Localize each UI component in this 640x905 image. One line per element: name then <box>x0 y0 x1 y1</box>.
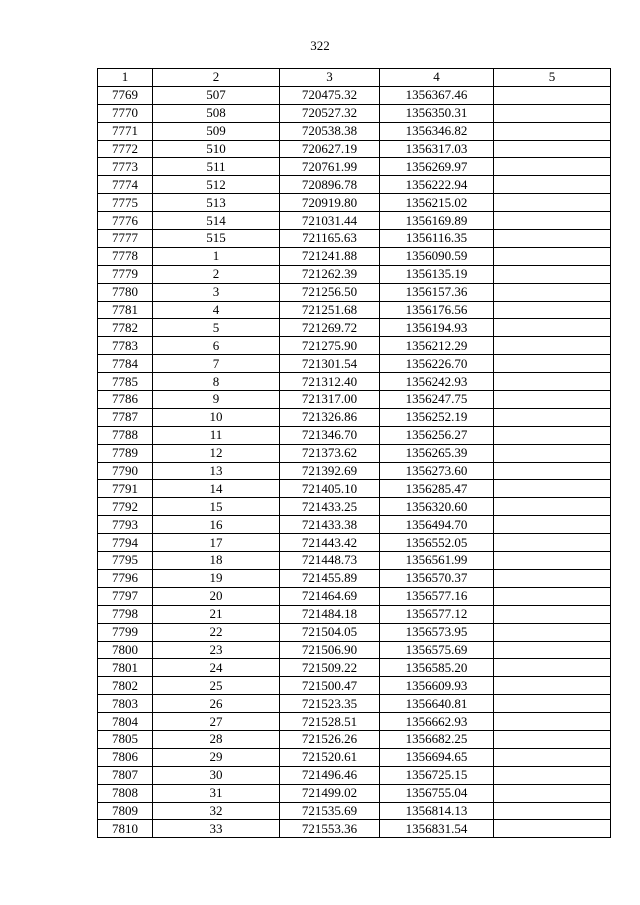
note-cell <box>494 641 611 659</box>
row-number-cell: 7775 <box>98 194 153 212</box>
table-row <box>98 569 611 587</box>
y-coordinate-cell: 1356269.97 <box>380 158 494 176</box>
x-coordinate-cell: 721535.69 <box>280 802 380 820</box>
x-coordinate-cell: 720896.78 <box>280 176 380 194</box>
x-coordinate-cell: 720538.38 <box>280 122 380 140</box>
x-coordinate-cell: 721251.68 <box>280 301 380 319</box>
row-number-cell: 7807 <box>98 766 153 784</box>
column-header-2: 2 <box>153 69 280 87</box>
point-number-cell: 9 <box>153 391 280 409</box>
x-coordinate-cell: 721484.18 <box>280 605 380 623</box>
row-number-cell: 7776 <box>98 212 153 230</box>
row-number-cell: 7783 <box>98 337 153 355</box>
note-cell <box>494 802 611 820</box>
table-row <box>98 820 611 838</box>
table-row <box>98 391 611 409</box>
note-cell <box>494 104 611 122</box>
point-number-cell: 19 <box>153 569 280 587</box>
row-number-cell: 7793 <box>98 516 153 534</box>
table-row <box>98 623 611 641</box>
row-number-cell: 7791 <box>98 480 153 498</box>
table-row <box>98 605 611 623</box>
note-cell <box>494 587 611 605</box>
x-coordinate-cell: 721433.25 <box>280 498 380 516</box>
y-coordinate-cell: 1356135.19 <box>380 265 494 283</box>
point-number-cell: 11 <box>153 426 280 444</box>
x-coordinate-cell: 721509.22 <box>280 659 380 677</box>
point-number-cell: 4 <box>153 301 280 319</box>
note-cell <box>494 391 611 409</box>
point-number-cell: 10 <box>153 408 280 426</box>
table-row <box>98 408 611 426</box>
row-number-cell: 7804 <box>98 713 153 731</box>
x-coordinate-cell: 721433.38 <box>280 516 380 534</box>
table-row <box>98 230 611 248</box>
table-row <box>98 212 611 230</box>
table-row <box>98 86 611 104</box>
table-row <box>98 301 611 319</box>
point-number-cell: 23 <box>153 641 280 659</box>
x-coordinate-cell: 721301.54 <box>280 355 380 373</box>
y-coordinate-cell: 1356570.37 <box>380 569 494 587</box>
x-coordinate-cell: 721523.35 <box>280 695 380 713</box>
point-number-cell: 8 <box>153 373 280 391</box>
note-cell <box>494 212 611 230</box>
y-coordinate-cell: 1356577.12 <box>380 605 494 623</box>
note-cell <box>494 301 611 319</box>
row-number-cell: 7784 <box>98 355 153 373</box>
row-number-cell: 7790 <box>98 462 153 480</box>
column-header-4: 4 <box>380 69 494 87</box>
y-coordinate-cell: 1356640.81 <box>380 695 494 713</box>
note-cell <box>494 569 611 587</box>
point-number-cell: 2 <box>153 265 280 283</box>
note-cell <box>494 140 611 158</box>
x-coordinate-cell: 721405.10 <box>280 480 380 498</box>
y-coordinate-cell: 1356090.59 <box>380 247 494 265</box>
table-row <box>98 247 611 265</box>
x-coordinate-cell: 721312.40 <box>280 373 380 391</box>
y-coordinate-cell: 1356169.89 <box>380 212 494 230</box>
y-coordinate-cell: 1356252.19 <box>380 408 494 426</box>
row-number-cell: 7777 <box>98 230 153 248</box>
y-coordinate-cell: 1356814.13 <box>380 802 494 820</box>
note-cell <box>494 766 611 784</box>
y-coordinate-cell: 1356585.20 <box>380 659 494 677</box>
row-number-cell: 7795 <box>98 552 153 570</box>
table-row <box>98 641 611 659</box>
x-coordinate-cell: 721165.63 <box>280 230 380 248</box>
table-row <box>98 319 611 337</box>
x-coordinate-cell: 721241.88 <box>280 247 380 265</box>
note-cell <box>494 122 611 140</box>
table-row <box>98 730 611 748</box>
table-row <box>98 784 611 802</box>
x-coordinate-cell: 721506.90 <box>280 641 380 659</box>
y-coordinate-cell: 1356317.03 <box>380 140 494 158</box>
table-row <box>98 176 611 194</box>
x-coordinate-cell: 720527.32 <box>280 104 380 122</box>
x-coordinate-cell: 721553.36 <box>280 820 380 838</box>
point-number-cell: 22 <box>153 623 280 641</box>
y-coordinate-cell: 1356755.04 <box>380 784 494 802</box>
row-number-cell: 7803 <box>98 695 153 713</box>
note-cell <box>494 659 611 677</box>
table-row <box>98 373 611 391</box>
column-header-3: 3 <box>280 69 380 87</box>
note-cell <box>494 534 611 552</box>
point-number-cell: 31 <box>153 784 280 802</box>
row-number-cell: 7801 <box>98 659 153 677</box>
row-number-cell: 7797 <box>98 587 153 605</box>
point-number-cell: 515 <box>153 230 280 248</box>
table-row <box>98 122 611 140</box>
note-cell <box>494 194 611 212</box>
note-cell <box>494 820 611 838</box>
note-cell <box>494 426 611 444</box>
point-number-cell: 5 <box>153 319 280 337</box>
point-number-cell: 26 <box>153 695 280 713</box>
y-coordinate-cell: 1356573.95 <box>380 623 494 641</box>
point-number-cell: 513 <box>153 194 280 212</box>
note-cell <box>494 677 611 695</box>
x-coordinate-cell: 721448.73 <box>280 552 380 570</box>
x-coordinate-cell: 721496.46 <box>280 766 380 784</box>
point-number-cell: 508 <box>153 104 280 122</box>
table-row <box>98 104 611 122</box>
row-number-cell: 7778 <box>98 247 153 265</box>
row-number-cell: 7779 <box>98 265 153 283</box>
y-coordinate-cell: 1356577.16 <box>380 587 494 605</box>
row-number-cell: 7787 <box>98 408 153 426</box>
y-coordinate-cell: 1356247.75 <box>380 391 494 409</box>
y-coordinate-cell: 1356346.82 <box>380 122 494 140</box>
y-coordinate-cell: 1356561.99 <box>380 552 494 570</box>
row-number-cell: 7806 <box>98 748 153 766</box>
x-coordinate-cell: 721031.44 <box>280 212 380 230</box>
table-row <box>98 462 611 480</box>
table-row <box>98 552 611 570</box>
row-number-cell: 7773 <box>98 158 153 176</box>
y-coordinate-cell: 1356575.69 <box>380 641 494 659</box>
table-row <box>98 283 611 301</box>
note-cell <box>494 230 611 248</box>
y-coordinate-cell: 1356242.93 <box>380 373 494 391</box>
y-coordinate-cell: 1356265.39 <box>380 444 494 462</box>
row-number-cell: 7809 <box>98 802 153 820</box>
point-number-cell: 21 <box>153 605 280 623</box>
point-number-cell: 24 <box>153 659 280 677</box>
y-coordinate-cell: 1356831.54 <box>380 820 494 838</box>
point-number-cell: 13 <box>153 462 280 480</box>
note-cell <box>494 480 611 498</box>
point-number-cell: 512 <box>153 176 280 194</box>
x-coordinate-cell: 721346.70 <box>280 426 380 444</box>
point-number-cell: 514 <box>153 212 280 230</box>
y-coordinate-cell: 1356552.05 <box>380 534 494 552</box>
y-coordinate-cell: 1356176.56 <box>380 301 494 319</box>
point-number-cell: 12 <box>153 444 280 462</box>
point-number-cell: 25 <box>153 677 280 695</box>
note-cell <box>494 408 611 426</box>
row-number-cell: 7771 <box>98 122 153 140</box>
table-row <box>98 766 611 784</box>
note-cell <box>494 247 611 265</box>
point-number-cell: 15 <box>153 498 280 516</box>
y-coordinate-cell: 1356273.60 <box>380 462 494 480</box>
x-coordinate-cell: 720761.99 <box>280 158 380 176</box>
y-coordinate-cell: 1356285.47 <box>380 480 494 498</box>
point-number-cell: 7 <box>153 355 280 373</box>
table-body <box>98 86 611 837</box>
point-number-cell: 18 <box>153 552 280 570</box>
point-number-cell: 27 <box>153 713 280 731</box>
row-number-cell: 7808 <box>98 784 153 802</box>
row-number-cell: 7802 <box>98 677 153 695</box>
point-number-cell: 3 <box>153 283 280 301</box>
y-coordinate-cell: 1356222.94 <box>380 176 494 194</box>
x-coordinate-cell: 721528.51 <box>280 713 380 731</box>
y-coordinate-cell: 1356367.46 <box>380 86 494 104</box>
point-number-cell: 1 <box>153 247 280 265</box>
x-coordinate-cell: 721373.62 <box>280 444 380 462</box>
x-coordinate-cell: 721269.72 <box>280 319 380 337</box>
table-row <box>98 802 611 820</box>
table-row <box>98 695 611 713</box>
row-number-cell: 7800 <box>98 641 153 659</box>
y-coordinate-cell: 1356157.36 <box>380 283 494 301</box>
row-number-cell: 7805 <box>98 730 153 748</box>
note-cell <box>494 730 611 748</box>
row-number-cell: 7799 <box>98 623 153 641</box>
x-coordinate-cell: 721500.47 <box>280 677 380 695</box>
note-cell <box>494 158 611 176</box>
point-number-cell: 509 <box>153 122 280 140</box>
table-row <box>98 194 611 212</box>
table-row <box>98 534 611 552</box>
note-cell <box>494 748 611 766</box>
y-coordinate-cell: 1356725.15 <box>380 766 494 784</box>
note-cell <box>494 516 611 534</box>
row-number-cell: 7789 <box>98 444 153 462</box>
x-coordinate-cell: 721256.50 <box>280 283 380 301</box>
table-row <box>98 426 611 444</box>
note-cell <box>494 283 611 301</box>
point-number-cell: 511 <box>153 158 280 176</box>
table-row <box>98 265 611 283</box>
note-cell <box>494 695 611 713</box>
x-coordinate-cell: 721464.69 <box>280 587 380 605</box>
table-row <box>98 337 611 355</box>
note-cell <box>494 86 611 104</box>
note-cell <box>494 337 611 355</box>
x-coordinate-cell: 720919.80 <box>280 194 380 212</box>
page-number: 322 <box>310 38 330 53</box>
x-coordinate-cell: 721499.02 <box>280 784 380 802</box>
point-number-cell: 28 <box>153 730 280 748</box>
table-row <box>98 587 611 605</box>
y-coordinate-cell: 1356320.60 <box>380 498 494 516</box>
table-row <box>98 444 611 462</box>
x-coordinate-cell: 721275.90 <box>280 337 380 355</box>
row-number-cell: 7769 <box>98 86 153 104</box>
x-coordinate-cell: 721326.86 <box>280 408 380 426</box>
note-cell <box>494 444 611 462</box>
row-number-cell: 7794 <box>98 534 153 552</box>
table-row <box>98 748 611 766</box>
point-number-cell: 507 <box>153 86 280 104</box>
x-coordinate-cell: 720475.32 <box>280 86 380 104</box>
y-coordinate-cell: 1356609.93 <box>380 677 494 695</box>
table-row <box>98 480 611 498</box>
note-cell <box>494 623 611 641</box>
row-number-cell: 7796 <box>98 569 153 587</box>
y-coordinate-cell: 1356226.70 <box>380 355 494 373</box>
note-cell <box>494 373 611 391</box>
x-coordinate-cell: 721526.26 <box>280 730 380 748</box>
table-row <box>98 158 611 176</box>
x-coordinate-cell: 721262.39 <box>280 265 380 283</box>
note-cell <box>494 319 611 337</box>
table-row <box>98 140 611 158</box>
table-row <box>98 677 611 695</box>
y-coordinate-cell: 1356494.70 <box>380 516 494 534</box>
note-cell <box>494 713 611 731</box>
row-number-cell: 7772 <box>98 140 153 158</box>
row-number-cell: 7774 <box>98 176 153 194</box>
point-number-cell: 33 <box>153 820 280 838</box>
row-number-cell: 7810 <box>98 820 153 838</box>
note-cell <box>494 265 611 283</box>
note-cell <box>494 176 611 194</box>
row-number-cell: 7786 <box>98 391 153 409</box>
row-number-cell: 7770 <box>98 104 153 122</box>
point-number-cell: 32 <box>153 802 280 820</box>
point-number-cell: 29 <box>153 748 280 766</box>
note-cell <box>494 355 611 373</box>
table-row <box>98 659 611 677</box>
y-coordinate-cell: 1356256.27 <box>380 426 494 444</box>
x-coordinate-cell: 721455.89 <box>280 569 380 587</box>
coordinates-table <box>97 68 611 838</box>
x-coordinate-cell: 721520.61 <box>280 748 380 766</box>
point-number-cell: 6 <box>153 337 280 355</box>
row-number-cell: 7798 <box>98 605 153 623</box>
y-coordinate-cell: 1356212.29 <box>380 337 494 355</box>
x-coordinate-cell: 720627.19 <box>280 140 380 158</box>
y-coordinate-cell: 1356116.35 <box>380 230 494 248</box>
y-coordinate-cell: 1356694.65 <box>380 748 494 766</box>
row-number-cell: 7780 <box>98 283 153 301</box>
y-coordinate-cell: 1356682.25 <box>380 730 494 748</box>
point-number-cell: 16 <box>153 516 280 534</box>
y-coordinate-cell: 1356350.31 <box>380 104 494 122</box>
row-number-cell: 7782 <box>98 319 153 337</box>
y-coordinate-cell: 1356215.02 <box>380 194 494 212</box>
row-number-cell: 7792 <box>98 498 153 516</box>
row-number-cell: 7781 <box>98 301 153 319</box>
point-number-cell: 20 <box>153 587 280 605</box>
column-header-1: 1 <box>98 69 153 87</box>
y-coordinate-cell: 1356194.93 <box>380 319 494 337</box>
point-number-cell: 30 <box>153 766 280 784</box>
point-number-cell: 510 <box>153 140 280 158</box>
note-cell <box>494 552 611 570</box>
table-row <box>98 516 611 534</box>
row-number-cell: 7785 <box>98 373 153 391</box>
x-coordinate-cell: 721317.00 <box>280 391 380 409</box>
table-row <box>98 498 611 516</box>
note-cell <box>494 462 611 480</box>
point-number-cell: 17 <box>153 534 280 552</box>
note-cell <box>494 498 611 516</box>
y-coordinate-cell: 1356662.93 <box>380 713 494 731</box>
table-row <box>98 355 611 373</box>
note-cell <box>494 784 611 802</box>
column-header-5: 5 <box>494 69 611 87</box>
table-row <box>98 713 611 731</box>
x-coordinate-cell: 721392.69 <box>280 462 380 480</box>
point-number-cell: 14 <box>153 480 280 498</box>
note-cell <box>494 605 611 623</box>
x-coordinate-cell: 721443.42 <box>280 534 380 552</box>
table-header-row <box>98 69 611 87</box>
row-number-cell: 7788 <box>98 426 153 444</box>
x-coordinate-cell: 721504.05 <box>280 623 380 641</box>
